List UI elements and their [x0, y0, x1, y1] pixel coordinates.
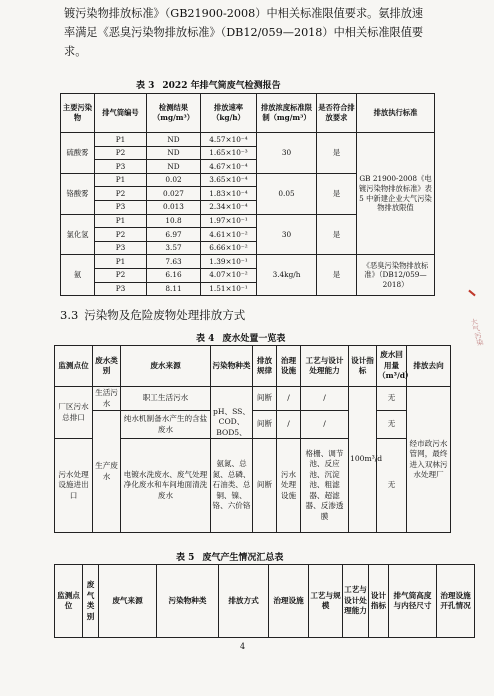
- t5-h-location: 监测点位: [55, 565, 83, 638]
- t4-r3-facility: 污水处理设施: [277, 439, 301, 533]
- t4-loc-2: 污水处理设施进出口: [55, 439, 93, 533]
- t5-h-category: 废气类别: [83, 565, 99, 638]
- t4-r3-pollutant: 氨氮、总氮、总磷、石油类、总铜、镍、铬、六价铬: [211, 439, 253, 533]
- t3-stack: P1: [95, 173, 147, 187]
- t3-rate: 1.97×10⁻¹: [201, 214, 257, 228]
- table4-title: 废水处置一览表: [222, 334, 286, 344]
- para-line-3: 求。: [64, 45, 87, 58]
- t3-rate: 6.66×10⁻²: [201, 241, 257, 255]
- t3-stack: P2: [95, 268, 147, 282]
- t5-h-stack-size: 排气筒高度与内径尺寸: [389, 565, 437, 638]
- t3-h-standard: 排放执行标准: [357, 94, 435, 133]
- para-line-1: 镀污染物排放标准》（GB21900-2008）中相关标准限值要求。氨排放速: [64, 7, 424, 20]
- table-row: [55, 387, 451, 411]
- table5-title: 废气产生情况汇总表: [202, 553, 284, 563]
- t3-h-limit: 排放浓度标准限制（mg/m³）: [257, 94, 317, 133]
- t4-h-category: 废水类别: [93, 346, 121, 387]
- t4-r3-process: 格栅、调节池、反应池、沉淀池、粗滤器、超滤器、反渗透膜: [301, 439, 349, 533]
- t3-limit: 30: [257, 214, 317, 255]
- table-row: [61, 133, 435, 147]
- table4-label: 表 4: [196, 334, 215, 344]
- t3-stack: P2: [95, 146, 147, 160]
- table3-label: 表 3: [136, 81, 155, 91]
- t3-result: 8.11: [147, 282, 201, 296]
- t3-result: ND: [147, 133, 201, 147]
- table3-header-row: [61, 94, 435, 133]
- t3-result: 0.013: [147, 200, 201, 214]
- t3-ok: 是: [317, 214, 357, 255]
- t4-h-design: 设计指标: [349, 346, 377, 387]
- t5-h-pollutant: 污染物种类: [157, 565, 219, 638]
- t3-pollutant: 硫酸雾: [61, 133, 95, 174]
- t3-h-pollutant: 主要污染物: [61, 94, 95, 133]
- t4-r1-source: 职工生活污水: [121, 387, 211, 411]
- t4-design: 100m³/d: [349, 387, 377, 533]
- t5-h-method: 排放方式: [219, 565, 269, 638]
- t4-r3-law: 间断: [253, 439, 277, 533]
- t3-stack: P3: [95, 200, 147, 214]
- t3-h-ok: 是否符合排放要求: [317, 94, 357, 133]
- t4-r2-facility: /: [277, 411, 301, 439]
- t5-h-design: 设计指标: [369, 565, 389, 638]
- t4-h-location: 监测点位: [55, 346, 93, 387]
- t3-h-result: 检测结果（mg/m³）: [147, 94, 201, 133]
- table4-wastewater: [54, 345, 451, 533]
- t3-limit: 0.05: [257, 173, 317, 214]
- table4-header-row: [55, 346, 451, 387]
- t3-stack: P1: [95, 255, 147, 269]
- t4-r3-source: 电镀水洗废水、废气处理净化废水和车间地面清洗废水: [121, 439, 211, 533]
- t3-rate: 4.07×10⁻²: [201, 268, 257, 282]
- section-number: 3.3: [60, 308, 79, 322]
- t3-rate: 1.83×10⁻⁴: [201, 187, 257, 201]
- t4-destination: 经市政污水管网，最终进入双林污水处理厂: [407, 387, 451, 533]
- t4-r1-process: /: [301, 387, 349, 411]
- table5-label: 表 5: [176, 553, 195, 563]
- t3-stack: P3: [95, 282, 147, 296]
- t4-r1-facility: /: [277, 387, 301, 411]
- t3-result: 0.02: [147, 173, 201, 187]
- red-ink-mark: [468, 290, 475, 297]
- t3-stack: P1: [95, 214, 147, 228]
- t3-ok: 是: [317, 173, 357, 214]
- t4-loc-1: 厂区污水总排口: [55, 387, 93, 439]
- t4-r2-pollutant: pH、SS、COD、BOD5、: [211, 387, 253, 439]
- t4-r3-reuse: 无: [377, 439, 407, 533]
- table4-caption: [196, 331, 293, 344]
- page-number: 4: [240, 642, 246, 651]
- table5-header-row: [55, 565, 475, 638]
- t3-rate: 1.51×10⁻¹: [201, 282, 257, 296]
- section-heading: [60, 307, 251, 323]
- para-line-2: 率满足《恶臭污染物排放标准》（DB12/059—2018）中相关标准限值要: [64, 26, 424, 39]
- t4-r2-reuse: 无: [377, 411, 407, 439]
- t4-r2-law: 间断: [253, 411, 277, 439]
- table5-exhaust-summary: [54, 564, 475, 638]
- t3-h-rate: 排放速率（kg/h）: [201, 94, 257, 133]
- section-title: 污染物及危险废物处理排放方式: [84, 308, 246, 322]
- t3-rate: 4.61×10⁻²: [201, 228, 257, 242]
- t3-stack: P3: [95, 160, 147, 174]
- t3-result: 0.027: [147, 187, 201, 201]
- t4-cat-2: 生产废水: [93, 411, 121, 533]
- t3-ok: 是: [317, 133, 357, 174]
- t3-stack: P3: [95, 241, 147, 255]
- t3-limit: 30: [257, 133, 317, 174]
- t5-h-facility: 治理设施: [269, 565, 309, 638]
- table5-caption: [176, 550, 291, 563]
- t4-h-process: 工艺与设计处理能力: [301, 346, 349, 387]
- table-row: [55, 411, 451, 439]
- t3-h-stack: 排气筒编号: [95, 94, 147, 133]
- t4-h-facility: 治理设施: [277, 346, 301, 387]
- table3-title: 2022 年排气筒废气检测报告: [162, 81, 281, 91]
- t4-h-reuse: 废水回用量（m³/d）: [377, 346, 407, 387]
- t4-cat-1: 生活污水: [93, 387, 121, 411]
- table3-caption: [136, 78, 289, 91]
- table3-exhaust-report: [60, 93, 435, 296]
- t3-rate: 2.34×10⁻⁴: [201, 200, 257, 214]
- t3-pollutant: 铬酸雾: [61, 173, 95, 214]
- t3-stack: P2: [95, 187, 147, 201]
- t3-result: 3.57: [147, 241, 201, 255]
- t3-ok: 是: [317, 255, 357, 296]
- t4-h-destination: 排放去向: [407, 346, 451, 387]
- t3-standard-1: GB 21900-2008《电镀污染物排放标准》表 5 中新建企业大气污染物排放限值: [357, 133, 435, 255]
- t4-r1-law: 间断: [253, 387, 277, 411]
- t3-result: 6.97: [147, 228, 201, 242]
- t3-standard-2: 《恶臭污染物排放标准》（DB12/059—2018）: [357, 255, 435, 296]
- t3-limit: 3.4kg/h: [257, 255, 317, 296]
- t3-rate: 1.39×10⁻¹: [201, 255, 257, 269]
- t3-stack: P2: [95, 228, 147, 242]
- t4-h-law: 排放规律: [253, 346, 277, 387]
- t5-h-scale: 工艺与规模: [309, 565, 343, 638]
- t3-result: 7.63: [147, 255, 201, 269]
- t3-rate: 4.67×10⁻⁴: [201, 160, 257, 174]
- t4-h-pollutant: 污染物种类: [211, 346, 253, 387]
- t4-r2-process: /: [301, 411, 349, 439]
- t5-h-process: 工艺与设计处理能力: [343, 565, 369, 638]
- t3-result: 6.16: [147, 268, 201, 282]
- t4-h-source: 废水来源: [121, 346, 211, 387]
- t3-pollutant: 氯化氢: [61, 214, 95, 255]
- t3-rate: 3.65×10⁻⁴: [201, 173, 257, 187]
- t3-stack: P1: [95, 133, 147, 147]
- t4-r2-source: 纯水机制备水产生的含盐废水: [121, 411, 211, 439]
- t3-rate: 4.57×10⁻⁴: [201, 133, 257, 147]
- t5-h-source: 废气来源: [99, 565, 157, 638]
- t5-h-openings: 治理设施开孔情况: [437, 565, 475, 638]
- margin-handwritten-note: 大气污染: [469, 317, 485, 347]
- t3-rate: 1.65×10⁻³: [201, 146, 257, 160]
- t3-result: 10.8: [147, 214, 201, 228]
- t4-r1-reuse: 无: [377, 387, 407, 411]
- t3-result: ND: [147, 160, 201, 174]
- t3-pollutant: 氨: [61, 255, 95, 296]
- t3-result: ND: [147, 146, 201, 160]
- intro-paragraph: [64, 4, 454, 61]
- table-row: [61, 255, 435, 269]
